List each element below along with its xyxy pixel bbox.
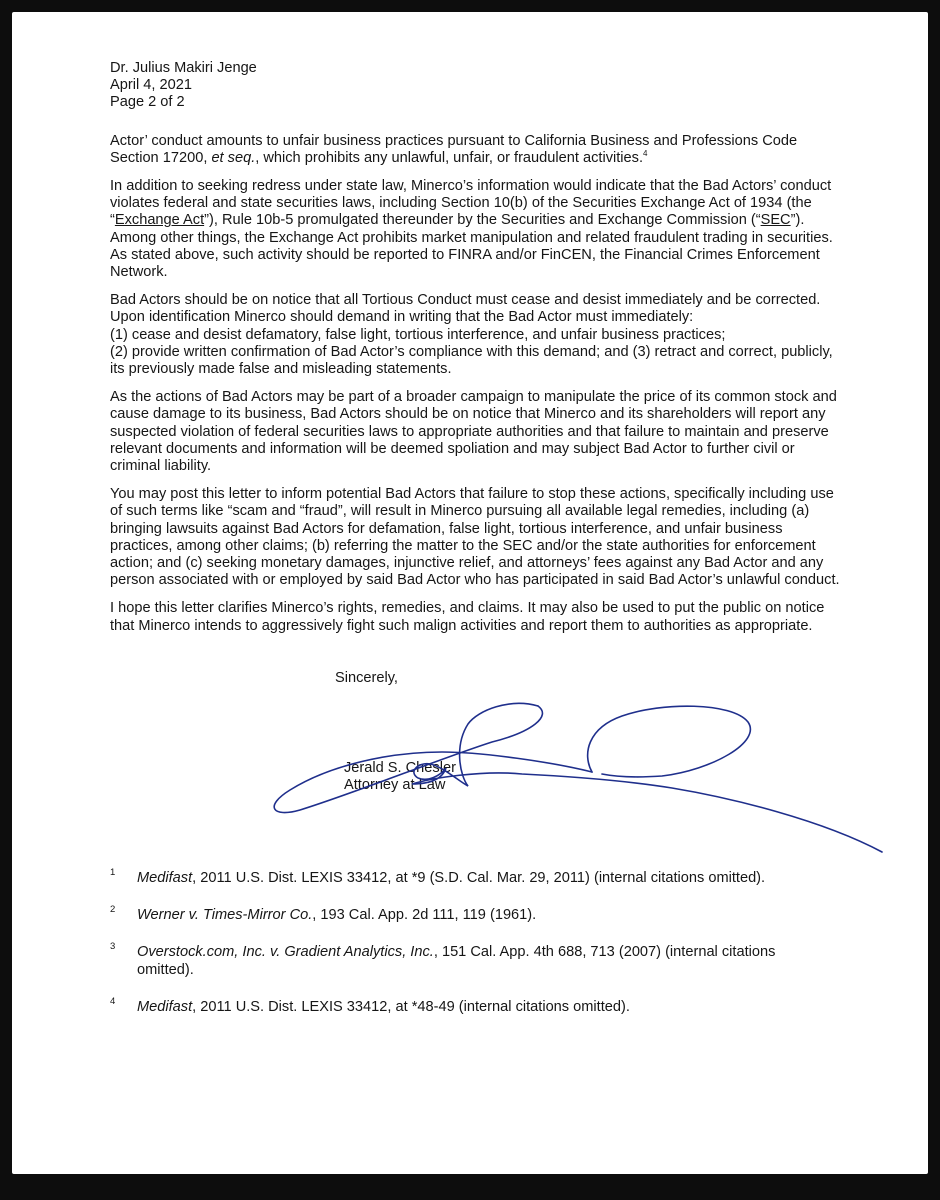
paragraph-conclusion: I hope this letter clarifies Minerco’s rights, remedies, and claims. It may also be used to put the public on notice that Minerco intends to aggressively fight such malign activities and report them to authorities as appropriate. (110, 600, 825, 634)
case-citation: Werner v. Times-Mirror Co. (137, 907, 313, 924)
defined-term-exchange-act: Exchange Act (114, 212, 205, 229)
footnote-item: 2 Werner v. Times-Mirror Co., 193 Cal. App. 2d 111, 119 (1961). (110, 907, 830, 924)
footnote-number: 3 (110, 941, 116, 953)
signer-name: Jerald S. Chesler (344, 760, 456, 776)
letter-content (110, 133, 840, 635)
paragraph-unfair-practices: Actor’ conduct amounts to unfair business practices pursuant to California Business and Professions Code Section 17200, et seq., which prohibits any unlawful, unfair, or fraudulent activities.$^4$ (110, 132, 798, 166)
footnotes (110, 867, 830, 1036)
case-citation: Medifast (137, 998, 193, 1015)
signer-title: Attorney at Law (344, 777, 446, 794)
footnote-item: 3 Overstock.com, Inc. v. Gradient Analytics, Inc., 151 Cal. App. 4th 688, 713 (2007) (internal citations omitted). (110, 944, 830, 978)
salutation: Sincerely, (335, 670, 398, 686)
footnote-ref: 4 (643, 148, 648, 158)
footnote-number: 1 (110, 867, 116, 878)
paragraph-cease-desist: Bad Actors should be on notice that all Tortious Conduct must cease and desist immediately and be corrected. Upon identification Minerco should demand in writing that the Bad Actor must immediately: (1) cease and desist defamatory, false light, tortious interference, and unfair business practices; (2) provide written confirmation of Bad Actor’s compliance with this demand; and (3) retract and correct, publicly, its previously made false and misleading statements. (110, 292, 833, 378)
letter-header (110, 60, 840, 112)
paragraph-securities-laws: In addition to seeking redress under state law, Minerco’s information would indicate that the Bad Actors’ conduct violates federal and state securities laws, including Section 10(b) of the Securities Exchange Act of 1934 (the “Exchange Act”), Rule 10b-5 promulgated thereunder by the Securities and Exchange Commission (“SEC”). Among other things, the Exchange Act prohibits market manipulation and related fraudulent trading in securities. As stated above, such activity should be reported to FINRA and/or FinCEN, the Financial Crimes Enforcement Network. (110, 178, 833, 281)
recipient-name: Dr. Julius Makiri Jenge (110, 60, 257, 76)
letter-date: April 4, 2021 (110, 77, 192, 94)
footnote-item: 1 Medifast, 2011 U.S. Dist. LEXIS 33412, at *9 (S.D. Cal. Mar. 29, 2011) (internal citations omitted). (110, 870, 830, 887)
case-citation: Medifast (137, 870, 193, 886)
footnote-number: 4 (110, 995, 116, 1007)
paragraph-manipulation: As the actions of Bad Actors may be part of a broader campaign to manipulate the price of its common stock and cause damage to its business, Bad Actors should be on notice that Minerco and its shareholders will report any suspected violation of federal securities laws to appropriate authorities and that failure to maintain and preserve relevant documents and information will be deemed spoliation and may subject Bad Actor to further civil or criminal liability. (110, 389, 837, 475)
footnote-number: 2 (110, 904, 116, 916)
page-number: Page 2 of 2 (110, 94, 185, 111)
defined-term-sec: SEC (760, 212, 791, 229)
case-citation: Overstock.com, Inc. v. Gradient Analytics, Inc. (137, 944, 434, 961)
letter-page (12, 12, 928, 1174)
letter-body (110, 60, 840, 646)
footnote-item: 4 Medifast, 2011 U.S. Dist. LEXIS 33412, at *48-49 (internal citations omitted). (110, 999, 830, 1016)
paragraph-legal-remedies: You may post this letter to inform potential Bad Actors that failure to stop these actions, specifically including use of such terms like “scam and “fraud”, will result in Minerco pursuing all available legal remedies, including (a) bringing lawsuits against Bad Actors for defamation, false light, tortious interference, and unfair business practices, among other claims; (b) referring the matter to the SEC and/or the state authorities for enforcement action; and (c) seeking monetary damages, injunctive relief, and attorneys’ fees against any Bad Actor and any person associated with or employed by said Bad Actor who has participated in said Bad Actor’s unlawful conduct. (110, 486, 840, 589)
signature-image (192, 702, 912, 862)
